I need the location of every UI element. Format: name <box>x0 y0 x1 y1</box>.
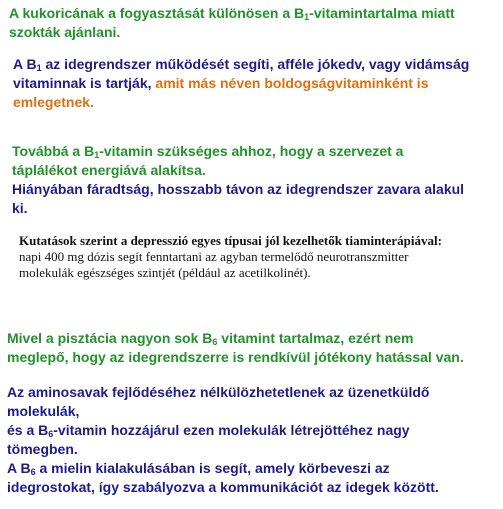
paragraph-b1-energy <box>12 142 403 180</box>
paragraph-deficiency <box>12 180 464 218</box>
paragraph-corn <box>9 4 455 42</box>
paragraph-research-line-3: molekulák egészséges szintjét (például az acetilkolinét). <box>19 265 311 280</box>
paragraph-pistachio <box>7 329 464 367</box>
paragraph-b6-line-5: A $B_6$ a mielin kialakulásában is segít, amely körbeveszi az <box>7 460 390 477</box>
paragraph-b6-line-1: Az aminosavak fejlődéséhez nélkülözhetetlenek az üzenetküldő <box>7 384 430 400</box>
paragraph-b1-mood-line-3: emlegetnek. <box>13 94 94 110</box>
paragraph-b6-line-2: molekulák, <box>7 403 80 419</box>
paragraph-b1-mood <box>13 55 469 112</box>
paragraph-corn-line-2: szokták ajánlani. <box>9 24 121 40</box>
paragraph-b6-line-4: tömegben. <box>7 441 78 457</box>
paragraph-b6-line-3: és a $B_6$-vitamin hozzájárul ezen molekulák létrejöttéhez nagy <box>7 422 410 439</box>
paragraph-deficiency-line-2: ki. <box>12 200 28 216</box>
paragraph-corn-line-1: A kukoricának a fogyasztását különösen a $B_1$-vitamintartalma miatt <box>9 5 455 22</box>
paragraph-pistachio-line-1: Mivel a pisztácia nagyon sok $B_6$ vitamint tartalmaz, ezért nem <box>7 330 414 347</box>
paragraph-b1-mood-line-1: A $B_1$ az idegrendszer működését segíti, afféle jókedv, vagy vidámság <box>13 56 470 73</box>
paragraph-b1-energy-line-2: táplálékot energiává alakítsa. <box>12 162 206 178</box>
paragraph-deficiency-line-1: Hiányában fáradtság, hosszabb távon az idegrendszer zavara alakul <box>12 181 465 197</box>
paragraph-research <box>19 233 442 281</box>
happiness-vitamin-text: amit más néven boldogságvitaminként is <box>155 75 429 91</box>
paragraph-b1-energy-line-1: Továbbá a $B_1$-vitamin szükséges ahhoz, hogy a szervezet a <box>12 143 404 160</box>
paragraph-b6-line-6: idegrostokat, így szabályozva a kommunikációt az idegek között. <box>7 479 439 495</box>
paragraph-b1-mood-line-2: vitaminnak is tartják, amit más néven boldogságvitaminként is <box>13 75 429 91</box>
paragraph-pistachio-line-2: meglepő, hogy az idegrendszerre is rendkívül jótékony hatással van. <box>7 349 464 365</box>
paragraph-research-line-2: napi 400 mg dózis segít fenntartani az agyban termelődő neurotranszmitter <box>19 249 409 264</box>
paragraph-b6-molecules <box>7 383 439 497</box>
paragraph-research-line-1: Kutatások szerint a depresszió egyes típusai jól kezelhetők tiaminterápiával: <box>19 233 442 248</box>
